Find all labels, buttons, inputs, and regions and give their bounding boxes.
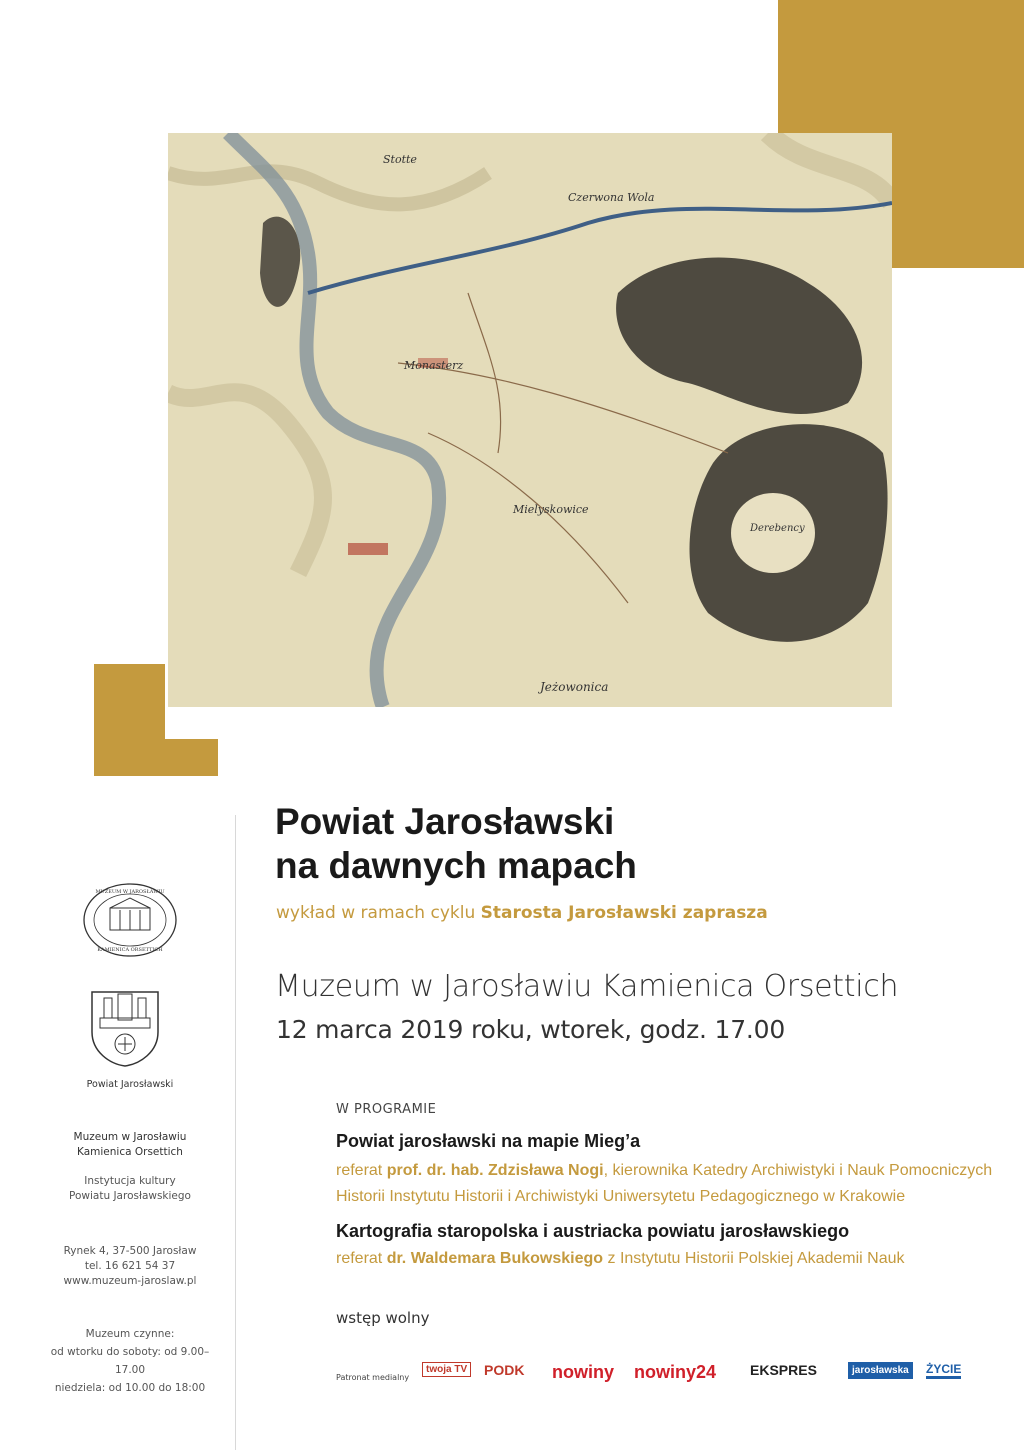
entry-info: wstęp wolny: [336, 1309, 430, 1327]
museum-name-line-2: Kamienica Orsettich: [77, 1146, 183, 1158]
seal-text-bottom: KAMIENICA ORSETTICH: [97, 947, 163, 953]
map-label: Czerwona Wola: [568, 191, 655, 204]
hours-weekdays: od wtorku do soboty: od 9.00–17.00: [50, 1346, 210, 1376]
desc-prefix: referat: [336, 1162, 387, 1179]
desc-suffix: z Instytutu Historii Polskiej Akademii Nauk: [603, 1250, 905, 1267]
program-heading: W PROGRAMIE: [336, 1102, 437, 1117]
seal-text-top: MUZEUM W JAROSŁAWIU: [95, 889, 165, 895]
contact-info: [40, 1244, 220, 1289]
media-patronage-label: Patronat medialny: [336, 1373, 410, 1382]
speaker-name: prof. dr. hab. Zdzisława Nogi: [386, 1162, 604, 1179]
opening-hours: [40, 1325, 220, 1397]
museum-seal-logo: [80, 880, 180, 960]
website-link[interactable]: www.muzeum-jaroslaw.pl: [63, 1275, 197, 1287]
program-item-desc: [336, 1246, 996, 1272]
logo-zycie: ŻYCIE: [926, 1362, 961, 1379]
logo-jaroslawska: jarosławska: [848, 1362, 913, 1379]
coat-label: Powiat Jarosławski: [86, 1079, 174, 1090]
poster-title: [275, 800, 637, 888]
hours-sunday: niedziela: od 10.00 do 18:00: [54, 1382, 206, 1394]
subtitle-plain: wykład w ramach cyklu: [276, 903, 481, 923]
title-line-2: na dawnych mapach: [275, 845, 637, 886]
title-line-1: Powiat Jarosławski: [275, 801, 615, 842]
map-label: Monasterz: [404, 359, 464, 372]
map-label: Stotte: [383, 153, 417, 166]
coat-of-arms-icon: [88, 988, 162, 1068]
subtitle: [276, 903, 768, 923]
logo-ekspres: EKSPRES: [750, 1362, 817, 1378]
desc-suffix: , kierownika Katedry Archiwistyki i Nauk Pomocniczych Historii Instytutu Historii i Archiwistyki Uniwersytetu Pedagogicznego w Krakowie: [336, 1162, 993, 1205]
museum-name: [40, 1130, 220, 1160]
institution-line-2: Powiatu Jarosławskiego: [69, 1190, 191, 1202]
institution-info: [40, 1174, 220, 1204]
program-item-title: Kartografia staropolska i austriacka powiatu jarosławskiego: [336, 1221, 850, 1241]
phone: tel. 16 621 54 37: [84, 1260, 176, 1272]
program-item-desc: [336, 1158, 996, 1210]
historical-map: [168, 133, 892, 707]
map-label: Mielyskowice: [513, 503, 589, 516]
map-label: Derebency: [750, 523, 805, 534]
hours-label: Muzeum czynne:: [85, 1328, 175, 1340]
logo-nowiny24: nowiny24: [634, 1362, 717, 1382]
media-logos: [420, 1362, 980, 1392]
column-divider: [235, 815, 236, 1450]
event-date: 12 marca 2019 roku, wtorek, godz. 17.00: [276, 1015, 786, 1044]
logo-twoja-tv: twoja TV: [422, 1362, 471, 1377]
logo-podk: PODK: [484, 1362, 525, 1378]
speaker-name: dr. Waldemara Bukowskiego: [386, 1250, 604, 1267]
museum-name-line-1: Muzeum w Jarosławiu: [73, 1131, 187, 1143]
venue: Muzeum w Jarosławiu Kamienica Orsettich: [275, 969, 899, 1004]
logo-nowiny: nowiny: [552, 1362, 614, 1382]
program-item-title: Powiat jarosławski na mapie Mieg’a: [336, 1131, 641, 1151]
desc-prefix: referat: [336, 1250, 387, 1267]
institution-line-1: Instytucja kultury: [84, 1175, 176, 1187]
address: Rynek 4, 37-500 Jarosław: [63, 1245, 197, 1257]
subtitle-series: Starosta Jarosławski zaprasza: [480, 903, 768, 923]
map-label: Jeżowonica: [540, 680, 609, 694]
